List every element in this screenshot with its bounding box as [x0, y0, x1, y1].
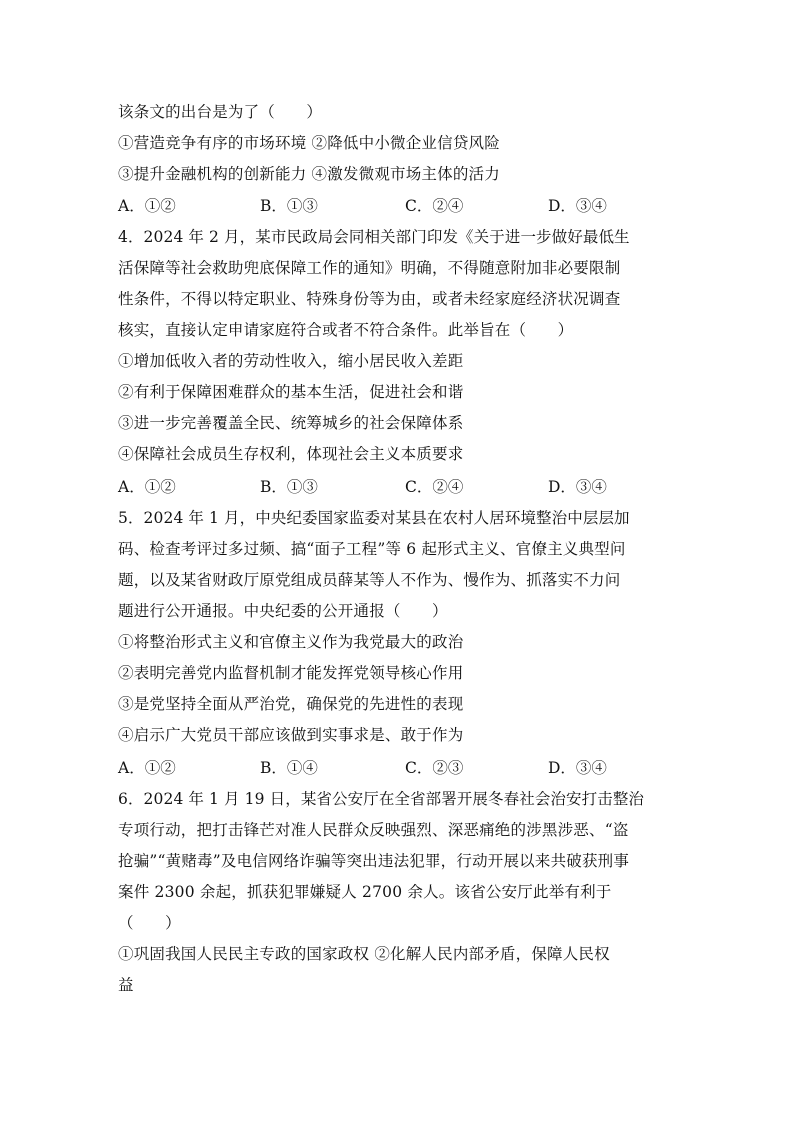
q4-option-c: C．②④: [405, 478, 464, 496]
q3-statement-2: ③提升金融机构的创新能力 ④激发微观市场主体的活力: [118, 165, 500, 183]
q5-option-d: D．③④: [548, 759, 607, 777]
q6-stem-line-2: 专项行动，把打击锋芒对准人民群众反映强烈、深恶痛绝的涉黑涉恶、“盗: [118, 821, 629, 839]
q4-stem-line-3: 性条件，不得以特定职业、特殊身份等为由，或者未经家庭经济状况调查: [118, 290, 621, 308]
q5-stem-line-1: 5．2024 年 1 月，中央纪委国家监委对某县在农村人居环境整治中层层加: [118, 509, 630, 527]
q5-statement-4: ④启示广大党员干部应该做到实事求是、敢于作为: [118, 726, 464, 744]
q5-option-b: B．①④: [260, 759, 318, 777]
q5-stem-line-3: 题，以及某省财政厅原党组成员薛某等人不作为、慢作为、抓落实不力问: [118, 571, 621, 589]
q4-stem-line-2: 活保障等社会救助兜底保障工作的通知》明确，不得随意附加非必要限制: [118, 259, 621, 277]
q5-statement-2: ②表明完善党内监督机制才能发挥党领导核心作用: [118, 664, 464, 682]
q3-stem-tail: 该条文的出台是为了（ ）: [118, 103, 323, 121]
q3-option-b: B．①③: [260, 197, 318, 215]
q5-statement-1: ①将整治形式主义和官僚主义作为我党最大的政治: [118, 633, 464, 651]
q4-stem-line-1: 4．2024 年 2 月，某市民政局会同相关部门印发《关于进一步做好最低生: [118, 228, 630, 246]
q5-option-a: A．①②: [118, 759, 176, 777]
q4-statement-4: ④保障社会成员生存权利，体现社会主义本质要求: [118, 445, 464, 463]
q5-statement-3: ③是党坚持全面从严治党，确保党的先进性的表现: [118, 695, 464, 713]
q5-option-c: C．②③: [405, 759, 464, 777]
q5-stem-line-4: 题进行公开通报。中央纪委的公开通报（ ）: [118, 602, 448, 620]
q6-stem-line-3: 抢骗”“黄赌毒”及电信网络诈骗等突出违法犯罪，行动开展以来共破获刑事: [118, 852, 630, 870]
q6-stem-line-4: 案件 2300 余起，抓获犯罪嫌疑人 2700 余人。该省公安厅此举有利于: [118, 883, 612, 901]
q3-option-c: C．②④: [405, 197, 464, 215]
q6-stem-line-1: 6．2024 年 1 月 19 日，某省公安厅在全省部署开展冬春社会治安打击整治: [118, 790, 645, 808]
q3-option-d: D．③④: [548, 197, 607, 215]
q3-statement-1: ①营造竞争有序的市场环境 ②降低中小微企业信贷风险: [118, 134, 500, 152]
q6-statement-1: ①巩固我国人民民主专政的国家政权 ②化解人民内部矛盾，保障人民权: [118, 945, 610, 963]
q4-stem-line-4: 核实，直接认定申请家庭符合或者不符合条件。此举旨在（ ）: [118, 321, 574, 339]
q4-option-b: B．①③: [260, 478, 318, 496]
q4-option-d: D．③④: [548, 478, 607, 496]
q4-option-a: A．①②: [118, 478, 176, 496]
q6-stem-line-5: （ ）: [118, 914, 181, 932]
q4-statement-3: ③进一步完善覆盖全民、统筹城乡的社会保障体系: [118, 414, 464, 432]
q4-statement-2: ②有利于保障困难群众的基本生活，促进社会和谐: [118, 383, 464, 401]
q4-statement-1: ①增加低收入者的劳动性收入，缩小居民收入差距: [118, 352, 464, 370]
q6-statement-1-cont: 益: [118, 976, 134, 994]
q5-stem-line-2: 码、检查考评过多过频、搞“面子工程”等 6 起形式主义、官僚主义典型问: [118, 540, 626, 558]
q3-option-a: A．①②: [118, 197, 176, 215]
